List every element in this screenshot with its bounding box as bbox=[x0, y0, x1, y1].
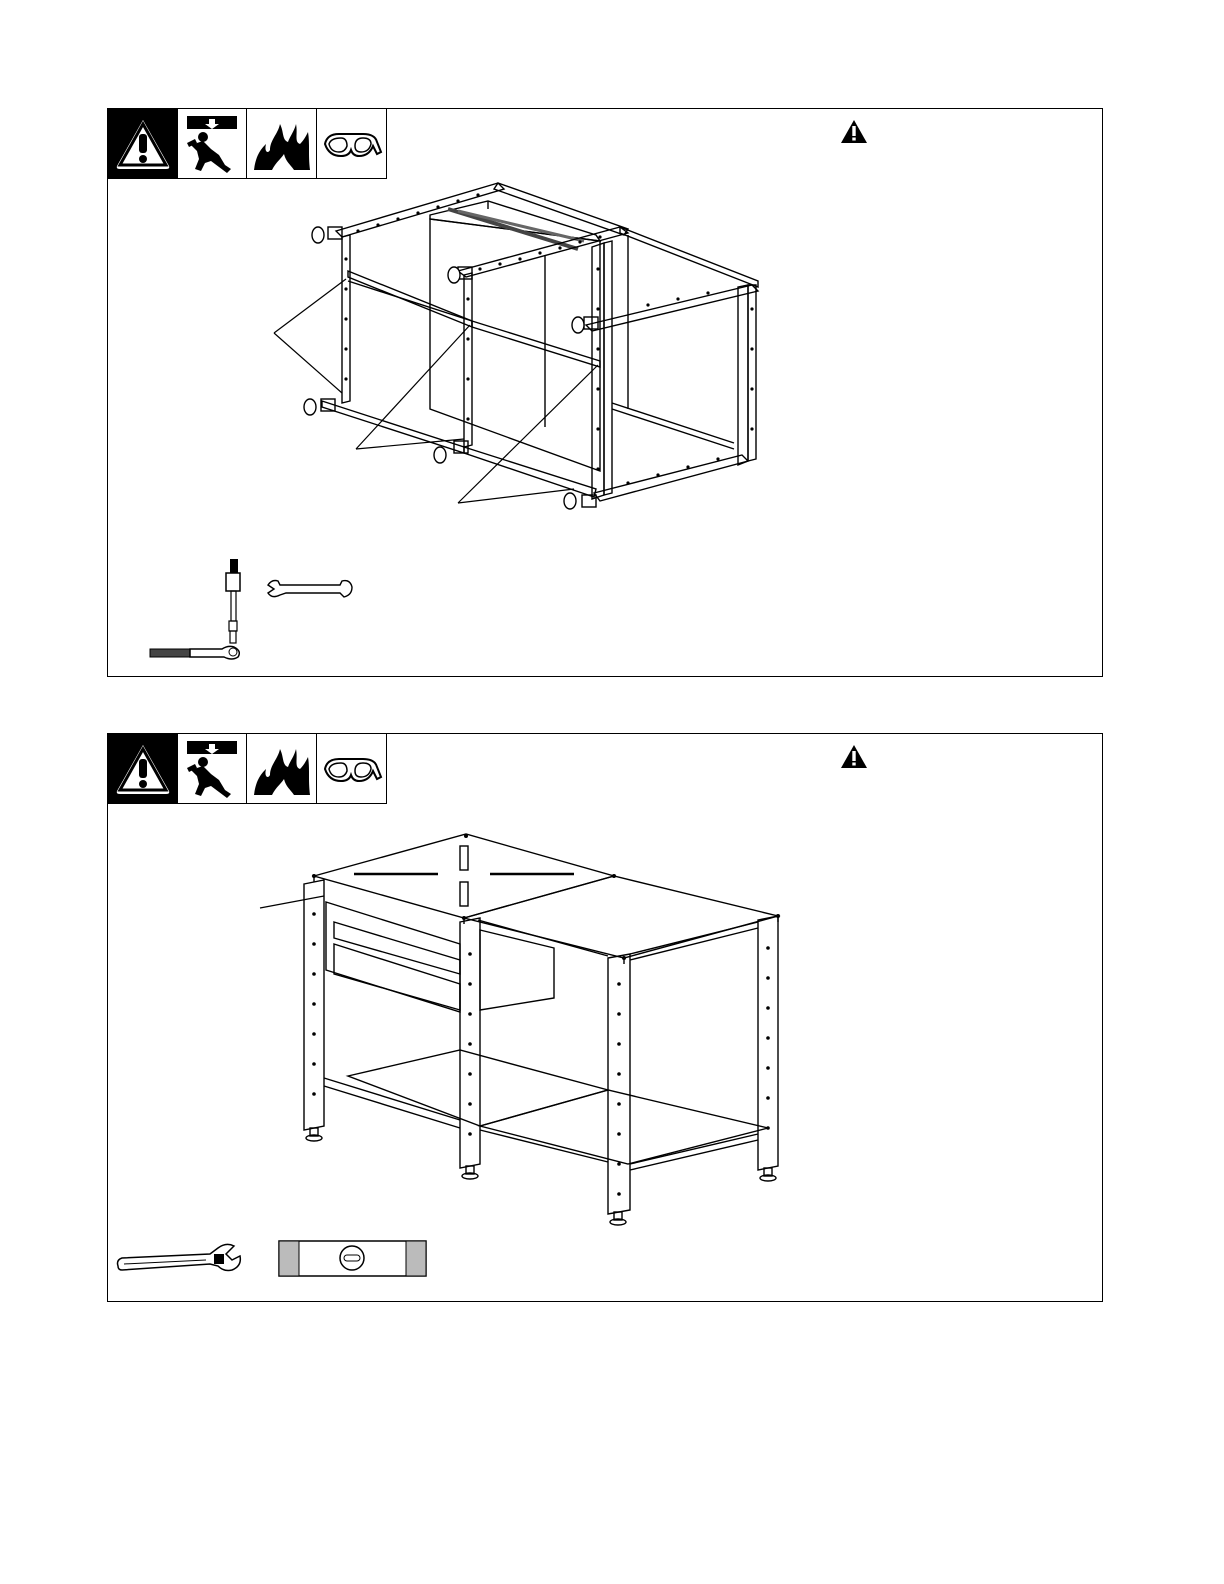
adjustable-wrench-icon bbox=[114, 1240, 244, 1280]
completed-workbench-drawing bbox=[108, 734, 1104, 1303]
assembly-panel-complete bbox=[107, 733, 1103, 1302]
spirit-level-icon bbox=[278, 1240, 428, 1278]
open-end-wrench-icon bbox=[264, 577, 356, 603]
assembly-panel-frame bbox=[107, 108, 1103, 677]
socket-ratchet-extension-icon bbox=[138, 557, 258, 667]
